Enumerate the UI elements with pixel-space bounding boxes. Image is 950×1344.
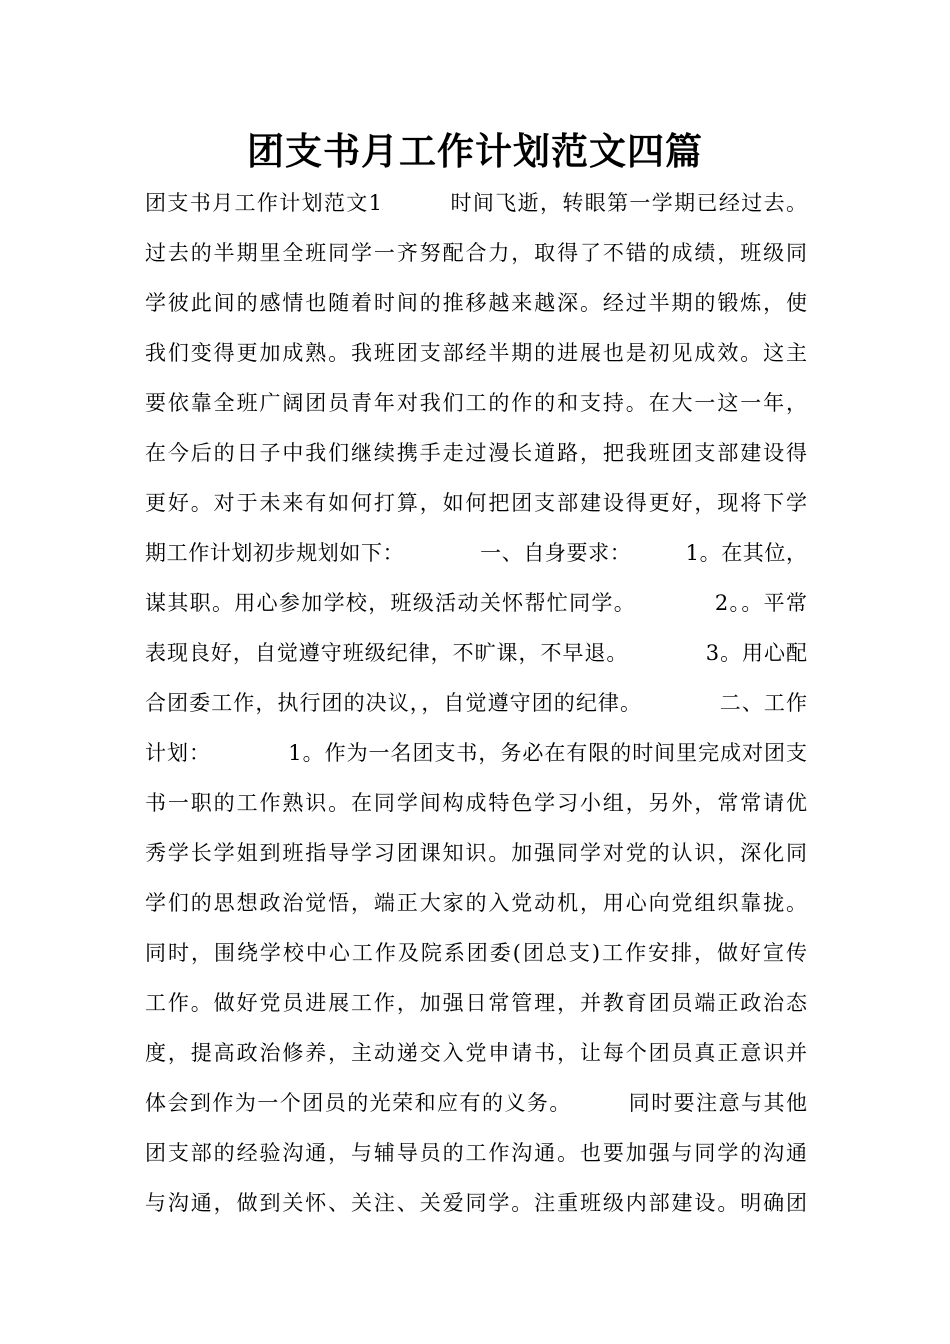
body-line: 过去的半期里全班同学一齐努配合力，取得了不错的成绩，班级同 [145, 241, 807, 265]
body-line: 更好。对于未来有如何打算，如何把团支部建设得更好，现将下学 [145, 491, 807, 515]
body-line: 在今后的日子中我们继续携手走过漫长道路，把我班团支部建设得 [145, 441, 807, 465]
body-line: 团支书月工作计划范文1 时间飞逝，转眼第一学期已经过去。 [145, 191, 807, 215]
body-line: 期工作计划初步规划如下： 一、自身要求： 1。在其位， [145, 541, 807, 565]
body-line: 度，提高政治修养，主动递交入党申请书，让每个团员真正意识并 [145, 1041, 807, 1065]
document-title: 团支书月工作计划范文四篇 [247, 130, 703, 173]
body-line: 秀学长学姐到班指导学习团课知识。加强同学对党的认识，深化同 [145, 841, 807, 865]
body-line: 计划： 1。作为一名团支书，务必在有限的时间里完成对团支 [145, 741, 807, 765]
body-line: 表现良好，自觉遵守班级纪律，不旷课，不早退。 3。用心配 [145, 641, 807, 665]
body-line: 与沟通，做到关怀、关注、关爱同学。注重班级内部建设。明确团 [145, 1191, 807, 1215]
body-line: 体会到作为一个团员的光荣和应有的义务。 同时要注意与其他 [145, 1091, 807, 1115]
body-line: 团支部的经验沟通，与辅导员的工作沟通。也要加强与同学的沟通 [145, 1141, 807, 1165]
document-body [145, 178, 807, 1228]
body-line: 谋其职。用心参加学校，班级活动关怀帮忙同学。 2。。平常 [145, 591, 807, 615]
body-line: 书一职的工作熟识。在同学间构成特色学习小组，另外，常常请优 [145, 791, 807, 815]
body-line: 学彼此间的感情也随着时间的推移越来越深。经过半期的锻炼，使 [145, 291, 807, 315]
body-line: 合团委工作，执行团的决议，，自觉遵守团的纪律。 二、工作 [145, 691, 807, 715]
body-line: 要依靠全班广阔团员青年对我们工的作的和支持。在大一这一年， [145, 391, 807, 415]
body-line: 学们的思想政治觉悟，端正大家的入党动机，用心向党组织靠拢。 [145, 891, 807, 915]
body-line: 我们变得更加成熟。我班团支部经半期的进展也是初见成效。这主 [145, 341, 807, 365]
body-line: 工作。做好党员进展工作，加强日常管理，并教育团员端正政治态 [145, 991, 807, 1015]
body-line: 同时，围绕学校中心工作及院系团委(团总支)工作安排，做好宣传 [145, 941, 807, 965]
